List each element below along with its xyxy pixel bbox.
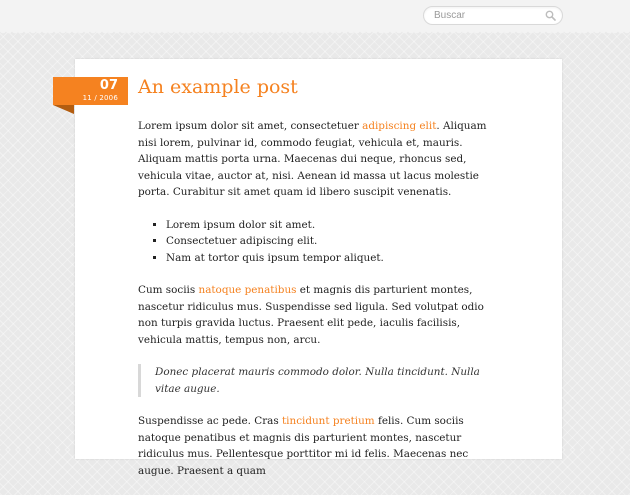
post-date-badge: [53, 77, 128, 105]
paragraph-text: Suspendisse ac pede. Cras: [138, 415, 282, 427]
search-box[interactable]: [423, 6, 563, 25]
post-paragraph-1: [138, 118, 506, 201]
search-input[interactable]: [434, 8, 539, 23]
post-content: [138, 118, 506, 495]
inline-link-adipiscing-elit[interactable]: adipiscing elit: [362, 120, 437, 132]
paragraph-text: felis. Cum sociis natoque penatibus et magnis dis parturient montes, nascetur ridiculus mus. Pellentesque porttitor mi id felis. Maecenas nec augue. Praesent a quam: [138, 415, 469, 477]
inline-link-natoque-penatibus[interactable]: natoque penatibus: [198, 284, 297, 296]
list-item: ▪ Consectetuer adipiscing elit.: [166, 233, 506, 250]
paragraph-text: Lorem ipsum dolor sit amet, consectetuer: [138, 120, 363, 132]
paragraph-text: et magnis dis parturient montes, nascetur ridiculus mus. Suspendisse sed ligula. Sed volutpat odio non turpis gravida luctus. Praesent elit pede, iaculis facilisis, vehicula mattis, tempus non, arcu.: [138, 284, 484, 346]
paragraph-text: . Aliquam nisi lorem, pulvinar id, commodo feugiat, vehicula et, mauris. Aliquam mattis porta urna. Maecenas dui neque, rhoncus sed, vehicula vitae, auctor at, nisi. Aenean id massa ut lacus molestie porta. Curabitur sit amet quam id libero suscipit venenatis.: [138, 120, 487, 198]
post-date-month-year: 11 / 2006: [82, 94, 118, 102]
post-date-day: 07: [99, 78, 118, 93]
date-ribbon-fold: [53, 105, 74, 114]
post-paragraph-2: [138, 282, 506, 348]
post-paragraph-3: [138, 413, 506, 479]
post-title[interactable]: An example post: [138, 76, 298, 98]
list-item: ▪ Nam at tortor quis ipsum tempor aliquet.: [166, 250, 506, 267]
paragraph-text: Cum sociis: [138, 284, 199, 296]
search-icon[interactable]: [545, 10, 556, 21]
post-bullet-list: [138, 217, 506, 267]
list-item: ▪ Lorem ipsum dolor sit amet.: [166, 217, 506, 234]
inline-link-tincidunt-pretium[interactable]: tincidunt pretium: [282, 415, 375, 427]
post-blockquote: Donec placerat mauris commodo dolor. Nulla tincidunt. Nulla vitae augue.: [138, 364, 506, 397]
header-bar: [0, 0, 630, 31]
